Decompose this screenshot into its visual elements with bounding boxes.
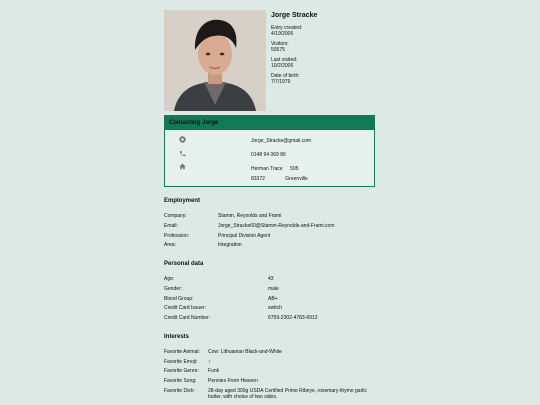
interests-label: Favorite Genre: xyxy=(164,368,199,374)
employment-label: Profession: xyxy=(164,233,190,239)
address-house: 505 xyxy=(290,166,299,172)
employment-value: Principal Division Agent xyxy=(218,233,271,239)
personal-label: Credit Card Issuer: xyxy=(164,305,206,311)
interests-value: Cow: Lithuanian Black-and-White xyxy=(208,349,282,355)
personal-value: AB+ xyxy=(268,296,278,302)
profile-summary xyxy=(271,11,431,89)
portrait-image xyxy=(164,10,266,111)
personal-label: Gender: xyxy=(164,286,183,292)
last-visited xyxy=(271,57,431,69)
interests-label: Favorite Song: xyxy=(164,378,197,384)
employment-email-link[interactable]: Jorge_Stracke60@Stamm-Reynolds-and-Frami.com xyxy=(218,223,335,229)
employment-label: Company: xyxy=(164,213,187,219)
interests-label: Favorite Emoji: xyxy=(164,359,198,365)
address-zip: 83372 xyxy=(251,176,265,182)
employment-value: Integration xyxy=(218,242,242,248)
entry-created-label: Entry created: xyxy=(271,25,303,31)
visitors xyxy=(271,41,431,53)
personal-value: 43 xyxy=(268,276,274,282)
personal-label: Credit Card Number: xyxy=(164,315,211,321)
contact-phone-link[interactable]: 0148 94 069 86 xyxy=(251,152,286,158)
address-line-1 xyxy=(251,166,298,172)
address-line-2 xyxy=(251,176,308,182)
dob-label: Date of birth: xyxy=(271,73,300,79)
interests-value: Funk xyxy=(208,368,220,374)
contact-box xyxy=(164,115,375,187)
interests-value: Pennies From Heaven xyxy=(208,378,258,384)
last-visited-value: 10/2/2006 xyxy=(271,63,294,69)
personal-value: 6759-2302-4783-6912 xyxy=(268,315,318,321)
contact-title: Contacting Jorge xyxy=(165,116,374,130)
date-of-birth xyxy=(271,73,431,85)
interests-value: 28-day aged 300g USDA Certified Prime Ribeye, rosemary-thyme garlic butter, with choice of two sides. xyxy=(208,388,367,400)
entry-created-value: 4/19/2006 xyxy=(271,31,294,37)
dob-value: 7/7/1979 xyxy=(271,79,291,85)
phone-icon xyxy=(179,150,186,157)
interests-title: Interests xyxy=(164,334,190,340)
personal-value: switch xyxy=(268,305,282,311)
personal-label: Blood Group: xyxy=(164,296,194,302)
employment-title: Employment xyxy=(164,198,201,204)
personal-title: Personal data xyxy=(164,261,204,267)
visitors-value: 50575 xyxy=(271,47,285,53)
address-city: Greenville xyxy=(285,176,308,182)
last-visited-label: Last visited: xyxy=(271,57,298,63)
personal-label: Age: xyxy=(164,276,175,282)
home-icon xyxy=(179,163,186,170)
at-icon xyxy=(179,136,186,143)
profile-photo xyxy=(164,10,266,111)
profile-name: Jorge Stracke xyxy=(271,12,318,19)
interests-value: ↕ xyxy=(208,359,211,365)
employment-label: Area: xyxy=(164,242,176,248)
personal-value: male xyxy=(268,286,279,292)
employment-value: Stamm, Reynolds and Frami xyxy=(218,213,282,219)
entry-created xyxy=(271,25,431,37)
employment-label: Email: xyxy=(164,223,178,229)
interests-label: Favorite Animal: xyxy=(164,349,200,355)
address-street: Herman Trace xyxy=(251,166,283,172)
contact-email-link[interactable]: Jorge_Stracke@gmail.com xyxy=(251,138,312,144)
interests-label: Favorite Dish: xyxy=(164,388,195,394)
visitors-label: Visitors: xyxy=(271,41,289,47)
